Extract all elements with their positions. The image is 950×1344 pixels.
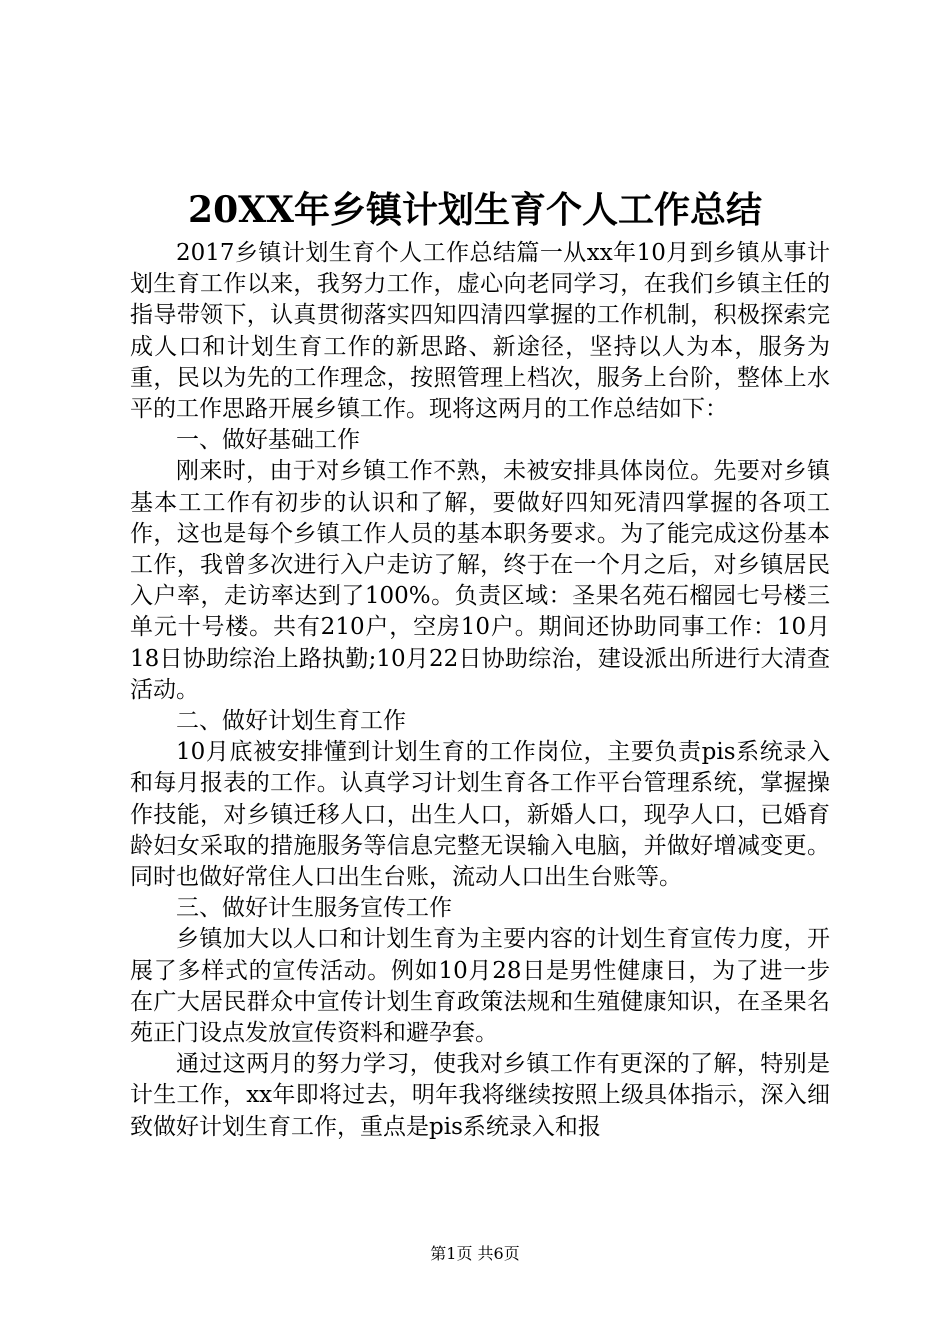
section-heading-2: 二、做好计划生育工作	[176, 708, 406, 735]
paragraph-publicity: 乡镇加大以人口和计划生育为主要内容的计划生育宣传力度，开展了多样式的宣传活动。例如10月28日是男性健康日，为了进一步在广大居民群众中宣传计划生育政策法规和生殖健康知识，在圣果名苑正门设点发放宣传资料和避孕套。	[130, 926, 830, 1047]
document-body	[130, 238, 830, 1143]
section-heading-3: 三、做好计生服务宣传工作	[176, 895, 452, 922]
paragraph-intro: 2017乡镇计划生育个人工作总结篇一从xx年10月到乡镇从事计划生育工作以来，我努力工作，虚心向老同学习，在我们乡镇主任的指导带领下，认真贯彻落实四知四清四掌握的工作机制，积极探索完成人口和计划生育工作的新思路、新途径，坚持以人为本，服务为重，民以为先的工作理念，按照管理上档次，服务上台阶，整体上水平的工作思路开展乡镇工作。现将这两月的工作总结如下：	[130, 240, 830, 423]
paragraph-basic-work: 刚来时，由于对乡镇工作不熟，未被安排具体岗位。先要对乡镇基本工工作有初步的认识和了解，要做好四知死清四掌握的各项工作，这也是每个乡镇工作人员的基本职务要求。为了能完成这份基本工作，我曾多次进行入户走访了解，终于在一个月之后，对乡镇居民入户率，走访率达到了100%。负责区域：圣果名苑石榴园七号楼三单元十号楼。共有210户，空房10户。期间还协助同事工作：10月18日协助综治上路执勤;10月22日协助综治，建设派出所进行大清查活动。	[130, 458, 830, 703]
section-heading-1: 一、做好基础工作	[176, 427, 360, 454]
paragraph-conclusion: 通过这两月的努力学习，使我对乡镇工作有更深的了解，特别是计生工作，xx年即将过去，明年我将继续按照上级具体指示，深入细致做好计划生育工作，重点是pis系统录入和报	[130, 1051, 830, 1140]
paragraph-family-planning: 10月底被安排懂到计划生育的工作岗位，主要负责pis系统录入和每月报表的工作。认真学习计划生育各工作平台管理系统，掌握操作技能，对乡镇迁移人口，出生人口，新婚人口，现孕人口，已婚育龄妇女采取的措施服务等信息完整无误输入电脑，并做好增减变更。同时也做好常住人口出生台账，流动人口出生台账等。	[130, 739, 830, 891]
page-footer: 第1页 共6页	[430, 1244, 520, 1263]
document-title: 20XX年乡镇计划生育个人工作总结	[188, 189, 762, 231]
